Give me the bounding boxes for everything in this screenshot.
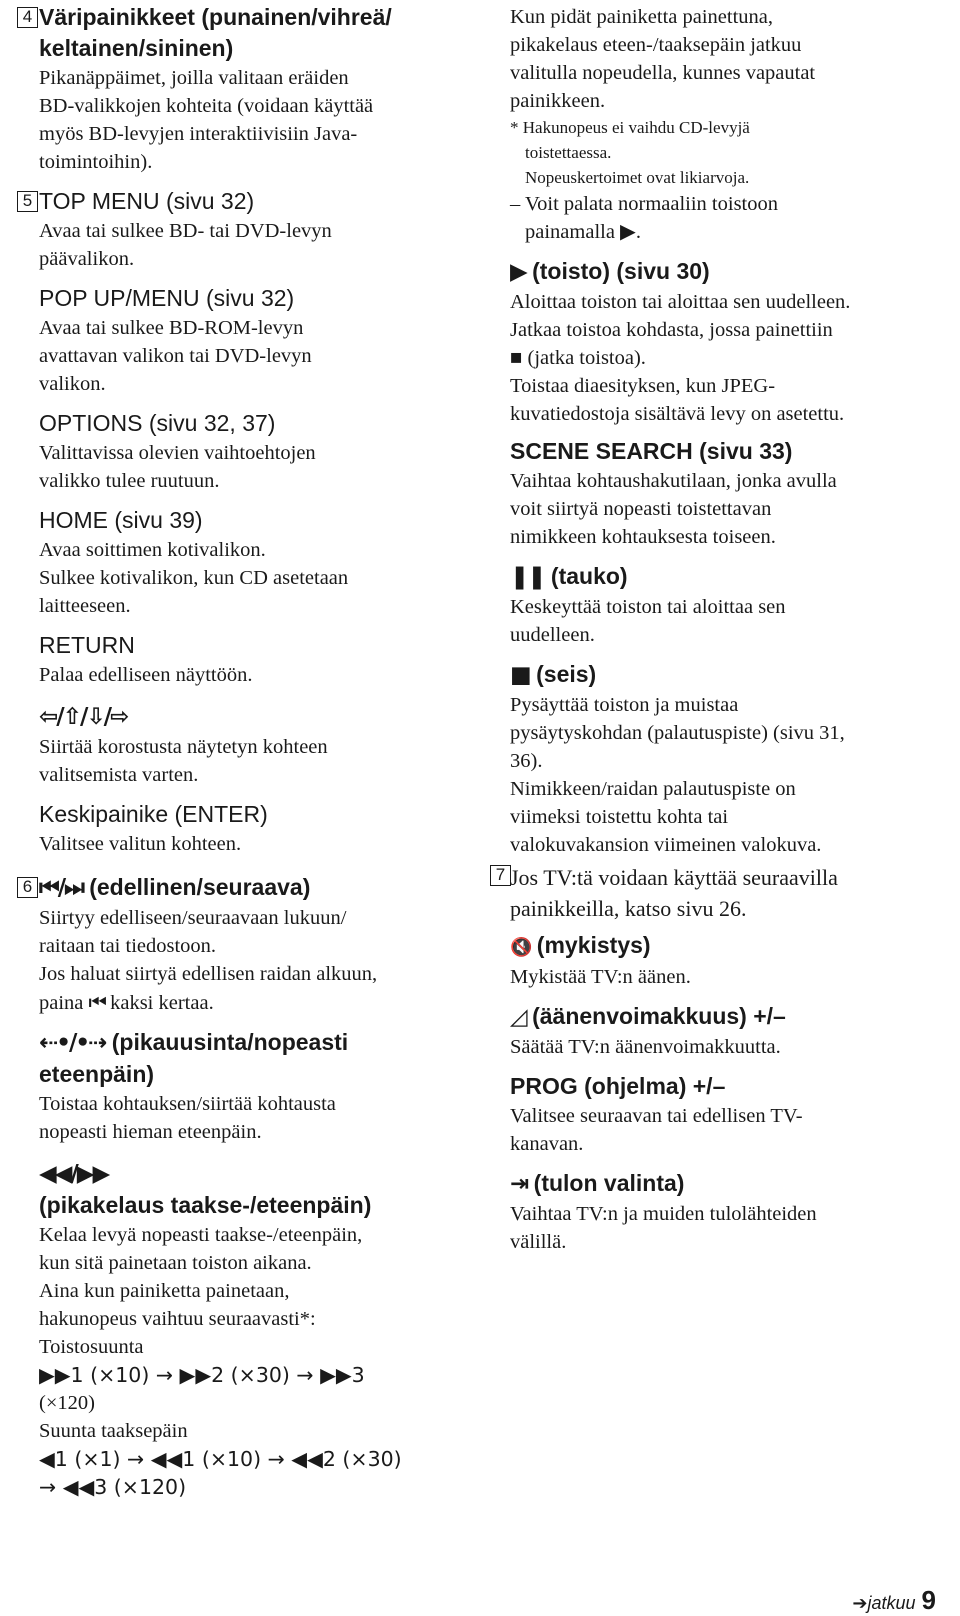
prev-icon: ⏮ bbox=[88, 990, 105, 1014]
scene-search-description: Vaihtaa kohtaushakutilaan, jonka avulla voit siirtyä nopeasti toistettavan nimikkeen kohtauksesta toiseen. bbox=[510, 470, 837, 548]
home-heading: HOME (sivu 39) bbox=[39, 507, 203, 533]
volume-icon: ◿ bbox=[510, 1004, 526, 1030]
section-4 bbox=[17, 2, 392, 176]
volume-description: Säätää TV:n äänenvoimakkuutta. bbox=[510, 1036, 781, 1058]
scan-notes: * Hakunopeus ei vaihdu CD-levyjä toistettaessa. Nopeuskertoimet ovat likiarvoja. bbox=[510, 118, 750, 187]
top-menu-description: Avaa tai sulkee BD- tai DVD-levyn päävalikon. bbox=[39, 220, 332, 270]
play-icon: ▶ bbox=[510, 259, 526, 285]
arrow-buttons-description: Siirtää korostusta näytetyn kohteen valitsemista varten. bbox=[39, 736, 328, 786]
reverse-speed-sequence: ◀1 (×1) → ◀◀1 (×10) → ◀◀2 (×30) bbox=[39, 1447, 402, 1471]
continue-arrow-icon: ➔ bbox=[852, 1593, 868, 1614]
pause-description: Keskeyttää toiston tai aloittaa sen uudelleen. bbox=[510, 596, 786, 646]
enter-heading: Keskipainike (ENTER) bbox=[39, 801, 268, 827]
forward-speed-sequence: ▶▶1 (×10) → ▶▶2 (×30) → ▶▶3 bbox=[39, 1363, 365, 1387]
options-description: Valittavissa olevien vaihtoehtojen valikko tulee ruutuun. bbox=[39, 442, 316, 492]
popup-menu-heading: POP UP/MENU (sivu 32) bbox=[39, 285, 295, 311]
scan-dash-note: – Voit palata normaaliin toistoon painamalla ▶. bbox=[510, 193, 778, 243]
section-number-4: 4 bbox=[17, 7, 38, 28]
scan-icon: ◀◀/▶▶ bbox=[39, 1161, 109, 1187]
section-7 bbox=[490, 862, 950, 1256]
scene-search-heading: SCENE SEARCH (sivu 33) bbox=[510, 438, 793, 464]
mute-icon: 🔇 bbox=[510, 937, 531, 958]
color-buttons-description: Pikanäppäimet, joilla valitaan eräiden BD-valikkojen kohteita (voidaan käyttää myös BD-levyjen interaktiivisiin Java- toimintoihin). bbox=[39, 67, 374, 173]
section-number-7: 7 bbox=[490, 865, 511, 886]
color-buttons-title-line1: Väripainikkeet (punainen/vihreä/ bbox=[39, 4, 392, 30]
color-buttons-title-line2: keltainen/sininen) bbox=[39, 35, 234, 61]
scan-hold-description: Kun pidät painiketta painettuna, pikakelaus eteen-/taaksepäin jatkuu valitulla nopeudella, kunnes vapautat painikkeen. bbox=[510, 6, 816, 112]
scan-description: Kelaa levyä nopeasti taakse-/eteenpäin, kun sitä painetaan toiston aikana. Aina kun painiketta painetaan, hakunopeus vaihtuu seuraavasti*: Toistosuunta ▶▶1 (×10) → ▶▶2 (×30) → ▶▶3 (×120) Suunta taaksepäin ◀1 (×1) → ◀◀1 (×10) → ◀◀2 (×30) → ◀◀3 (×120) bbox=[39, 1224, 402, 1499]
play-heading: ▶ (toisto) (sivu 30) bbox=[510, 258, 710, 285]
stop-description: Pysäyttää toiston ja muistaa pysäytyskohdan (palautuspiste) (sivu 31, 36). Nimikkeen/raidan palautuspiste on viimeksi toistettu kohta tai valokuvakansion viimeinen valokuva. bbox=[510, 694, 845, 856]
mute-heading: 🔇 (mykistys) bbox=[510, 932, 651, 958]
section-number-6: 6 bbox=[17, 877, 38, 898]
scan-continued bbox=[510, 3, 950, 859]
input-select-heading: ⇥ (tulon valinta) bbox=[510, 1170, 685, 1197]
scan-heading: (pikakelaus taakse-/eteenpäin) bbox=[39, 1192, 372, 1218]
input-select-icon: ⇥ bbox=[510, 1171, 528, 1197]
stop-icon: ■ bbox=[510, 662, 530, 688]
prog-heading: PROG (ohjelma) +/– bbox=[510, 1073, 726, 1099]
replay-advance-icon: ⇠•/•⇢ bbox=[39, 1030, 106, 1056]
play-description: Aloittaa toiston tai aloittaa sen uudelleen. Jatkaa toistoa kohdasta, jossa painettiin ■ (jatka toistoa). Toistaa diaesityksen, kun JPEG- kuvatiedostoja sisältävä levy on asetettu. bbox=[510, 291, 851, 425]
prev-next-description: Siirtyy edelliseen/seuraavaan lukuun/ raitaan tai tiedostoon. Jos haluat siirtyä edellisen raidan alkuun, paina ⏮ kaksi kertaa. bbox=[39, 907, 378, 1014]
prev-next-icon: ⏮/⏭ bbox=[39, 875, 83, 901]
options-heading: OPTIONS (sivu 32, 37) bbox=[39, 410, 276, 436]
page-number: 9 bbox=[921, 1585, 936, 1615]
prev-next-heading: ⏮/⏭ (edellinen/seuraava) bbox=[39, 874, 311, 901]
home-description: Avaa soittimen kotivalikon. Sulkee kotivalikon, kun CD asetetaan laitteeseen. bbox=[39, 539, 349, 617]
replay-advance-heading-line2: eteenpäin) bbox=[39, 1061, 155, 1087]
section-5 bbox=[17, 186, 348, 858]
prog-description: Valitsee seuraavan tai edellisen TV- kanavan. bbox=[510, 1105, 803, 1155]
top-menu-heading: TOP MENU (sivu 32) bbox=[39, 188, 255, 214]
continue-label: jatkuu bbox=[867, 1593, 916, 1613]
input-select-description: Vaihtaa TV:n ja muiden tulolähteiden välillä. bbox=[510, 1203, 817, 1253]
section-6 bbox=[17, 872, 402, 1501]
arrow-buttons-icon: ⇦/⇧/⇩/⇨ bbox=[39, 704, 128, 730]
mute-description: Mykistää TV:n äänen. bbox=[510, 966, 691, 988]
return-description: Palaa edelliseen näyttöön. bbox=[39, 664, 253, 686]
popup-menu-description: Avaa tai sulkee BD-ROM-levyn avattavan valikon tai DVD-levyn valikon. bbox=[39, 317, 312, 395]
pause-heading: ❚❚ (tauko) bbox=[510, 563, 628, 590]
replay-advance-description: Toistaa kohtauksen/siirtää kohtausta nopeasti hieman eteenpäin. bbox=[39, 1093, 336, 1143]
enter-description: Valitsee valitun kohteen. bbox=[39, 833, 242, 855]
replay-advance-heading: ⇠•/•⇢ (pikauusinta/nopeasti bbox=[39, 1029, 349, 1056]
tv-buttons-intro: Jos TV:tä voidaan käyttää seuraavilla painikkeilla, katso sivu 26. bbox=[510, 865, 838, 921]
stop-heading: ■ (seis) bbox=[510, 661, 597, 688]
volume-heading: ◿ (äänenvoimakkuus) +/– bbox=[510, 1003, 786, 1030]
pause-icon: ❚❚ bbox=[510, 564, 545, 590]
section-number-5: 5 bbox=[17, 191, 38, 212]
page-footer bbox=[852, 1585, 936, 1616]
return-heading: RETURN bbox=[39, 632, 135, 658]
